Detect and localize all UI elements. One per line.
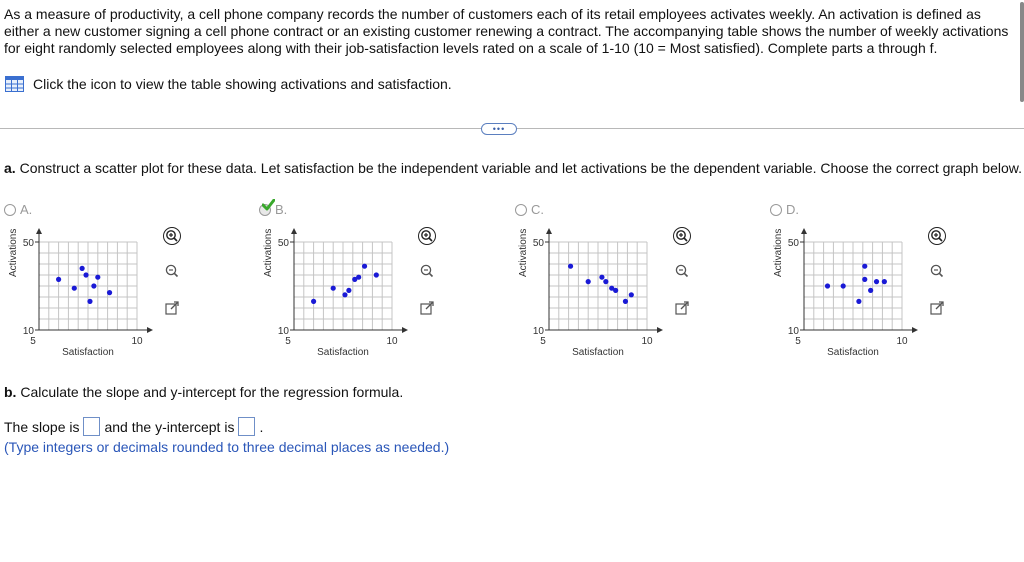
y-tick-label-top: 50	[532, 238, 544, 249]
option-b[interactable]	[259, 202, 287, 217]
zoom-out-icon[interactable]	[418, 262, 436, 280]
option-b-radio[interactable]	[259, 204, 271, 216]
zoom-in-icon[interactable]	[673, 227, 691, 245]
data-point-d-3	[856, 299, 861, 304]
part-a-prompt	[4, 160, 1022, 176]
question-intro: As a measure of productivity, a cell phone company records the number of customers each of its retail employees activates weekly. An activation is defined as either a new customer signing a cell phone contract or an existing customer renewing a contract. The accompanying table shows the number of weekly activations for eight randomly selected employees along with their job-satisfaction levels rated on a scale of 1-10 (10 = Most satisfied). Complete parts a through f.	[4, 6, 1009, 56]
data-point-d-5	[862, 277, 867, 282]
graph-a-y-label: Activations	[8, 228, 19, 277]
data-point-d-7	[874, 279, 879, 284]
part-a-text: Construct a scatter plot for these data. Let satisfaction be the independent variable and let activations be the dependent variable. Choose the correct graph below.	[19, 160, 1022, 176]
table-grid-icon[interactable]	[5, 76, 24, 92]
zoom-out-button-b[interactable]	[418, 262, 436, 280]
y-axis-arrow	[546, 228, 552, 234]
zoom-out-button-c[interactable]	[673, 262, 691, 280]
intercept-prefix: and the y-intercept is	[104, 418, 235, 435]
data-point-a-6	[91, 283, 96, 288]
data-point-a-5	[87, 299, 92, 304]
data-point-c-6	[613, 288, 618, 293]
zoom-out-icon[interactable]	[928, 262, 946, 280]
scatter-plot-a	[10, 225, 170, 360]
x-tick-label-right: 10	[641, 336, 653, 347]
data-point-c-3	[599, 275, 604, 280]
data-point-c-8	[629, 292, 634, 297]
data-point-a-4	[83, 272, 88, 277]
x-tick-label-right: 10	[896, 336, 908, 347]
y-tick-label-bottom: 10	[787, 326, 799, 337]
option-d-radio[interactable]	[770, 204, 782, 216]
graph-d	[773, 225, 935, 358]
slope-input[interactable]	[83, 417, 100, 436]
y-axis-arrow	[291, 228, 297, 234]
graph-a	[8, 225, 170, 358]
slope-prefix: The slope is	[4, 418, 80, 435]
table-link-label[interactable]: Click the icon to view the table showing activations and satisfaction.	[33, 76, 452, 92]
grid-lines	[549, 242, 647, 330]
zoom-in-icon[interactable]	[928, 227, 946, 245]
data-point-a-2	[72, 286, 77, 291]
x-axis-label: Satisfaction	[827, 347, 879, 358]
y-axis-arrow	[36, 228, 42, 234]
part-a-label: a.	[4, 160, 16, 176]
x-axis-label: Satisfaction	[572, 347, 624, 358]
option-c-radio[interactable]	[515, 204, 527, 216]
graph-b-y-label: Activations	[263, 228, 274, 277]
data-point-b-7	[362, 264, 367, 269]
y-axis-arrow	[801, 228, 807, 234]
x-tick-label-left: 5	[30, 336, 36, 347]
x-axis-arrow	[657, 327, 663, 333]
option-a[interactable]	[4, 202, 32, 217]
open-external-button-d[interactable]	[928, 299, 946, 317]
answer-suffix: .	[259, 418, 264, 435]
zoom-in-button-c[interactable]	[673, 227, 691, 245]
y-tick-label-bottom: 10	[532, 326, 544, 337]
data-point-b-1	[311, 299, 316, 304]
grid-lines	[39, 242, 137, 330]
zoom-in-button-a[interactable]	[163, 227, 181, 245]
zoom-out-button-a[interactable]	[163, 262, 181, 280]
x-tick-label-left: 5	[540, 336, 546, 347]
x-tick-label-right: 10	[386, 336, 398, 347]
x-tick-label-right: 10	[131, 336, 143, 347]
x-axis-arrow	[402, 327, 408, 333]
option-b-letter: B.	[275, 202, 288, 217]
zoom-in-icon[interactable]	[163, 227, 181, 245]
scatter-plot-d	[775, 225, 935, 360]
y-tick-label-top: 50	[22, 238, 34, 249]
answer-line	[4, 417, 263, 436]
data-point-c-4	[603, 279, 608, 284]
x-tick-label-left: 5	[795, 336, 801, 347]
zoom-out-icon[interactable]	[673, 262, 691, 280]
data-point-b-3	[342, 292, 347, 297]
expand-more-button[interactable]: •••	[481, 123, 517, 135]
graph-c	[518, 225, 680, 358]
data-point-c-1	[568, 264, 573, 269]
data-point-d-6	[868, 288, 873, 293]
scatter-plot-c	[520, 225, 680, 360]
x-tick-label-left: 5	[285, 336, 291, 347]
data-point-c-7	[623, 299, 628, 304]
zoom-in-button-b[interactable]	[418, 227, 436, 245]
y-tick-label-top: 50	[787, 238, 799, 249]
zoom-in-icon[interactable]	[418, 227, 436, 245]
y-tick-label-bottom: 10	[22, 326, 34, 337]
option-d-letter: D.	[786, 202, 799, 217]
zoom-in-button-d[interactable]	[928, 227, 946, 245]
data-point-b-2	[331, 286, 336, 291]
open-external-icon[interactable]	[418, 299, 436, 317]
y-tick-label-top: 50	[277, 238, 289, 249]
zoom-out-button-d[interactable]	[928, 262, 946, 280]
data-point-a-7	[95, 275, 100, 280]
open-external-icon[interactable]	[163, 299, 181, 317]
open-external-icon[interactable]	[673, 299, 691, 317]
graph-d-y-label: Activations	[773, 228, 784, 277]
option-a-letter: A.	[20, 202, 33, 217]
graph-c-y-label: Activations	[518, 228, 529, 277]
scatter-plot-b	[265, 225, 425, 360]
data-point-a-1	[56, 277, 61, 282]
window-scrollbar[interactable]	[1020, 2, 1024, 102]
option-c[interactable]	[515, 202, 544, 217]
data-point-d-4	[862, 264, 867, 269]
open-external-button-c[interactable]	[673, 299, 691, 317]
option-d[interactable]	[770, 202, 799, 217]
data-point-c-2	[586, 279, 591, 284]
part-b-label: b.	[4, 384, 17, 400]
correct-check-icon	[262, 199, 275, 211]
open-external-button-a[interactable]	[163, 299, 181, 317]
data-point-d-8	[882, 279, 887, 284]
part-b-text: Calculate the slope and y-intercept for the regression formula.	[20, 384, 404, 400]
data-point-b-8	[374, 272, 379, 277]
data-point-a-8	[107, 290, 112, 295]
data-point-d-2	[841, 283, 846, 288]
x-axis-arrow	[912, 327, 918, 333]
x-axis-arrow	[147, 327, 153, 333]
option-a-radio[interactable]	[4, 204, 16, 216]
option-c-letter: C.	[531, 202, 544, 217]
table-link[interactable]	[5, 76, 452, 92]
x-axis-label: Satisfaction	[317, 347, 369, 358]
data-point-d-1	[825, 283, 830, 288]
open-external-icon[interactable]	[928, 299, 946, 317]
intercept-input[interactable]	[238, 417, 255, 436]
data-point-a-3	[80, 266, 85, 271]
answer-hint: (Type integers or decimals rounded to three decimal places as needed.)	[4, 439, 450, 455]
data-point-b-4	[346, 288, 351, 293]
x-axis-label: Satisfaction	[62, 347, 114, 358]
data-point-b-6	[356, 275, 361, 280]
grid-lines	[804, 242, 902, 330]
y-tick-label-bottom: 10	[277, 326, 289, 337]
zoom-out-icon[interactable]	[163, 262, 181, 280]
open-external-button-b[interactable]	[418, 299, 436, 317]
part-b-prompt	[4, 384, 403, 400]
graph-b	[263, 225, 425, 358]
grid-lines	[294, 242, 392, 330]
